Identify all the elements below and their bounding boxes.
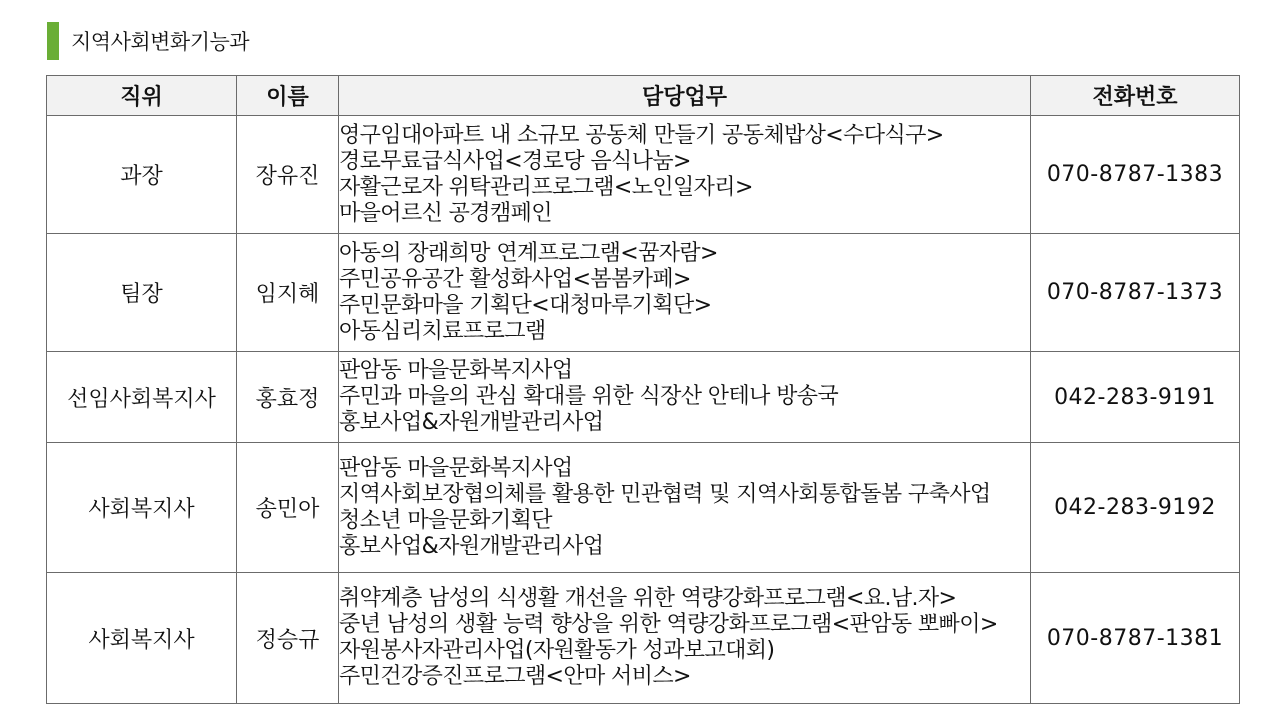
section-title: 지역사회변화기능과 — [71, 30, 250, 54]
section-header — [47, 22, 249, 60]
cell-phone: 042-283-9191 — [1031, 352, 1240, 443]
cell-name: 임지혜 — [237, 234, 339, 352]
cell-name: 장유진 — [237, 116, 339, 234]
header-phone: 전화번호 — [1031, 76, 1240, 116]
header-duties: 담당업무 — [339, 76, 1031, 116]
section-accent-bar — [47, 22, 59, 60]
header-row — [47, 76, 1240, 116]
duty-item: 지역사회보장협의체를 활용한 민관협력 및 지역사회통합돌봄 구축사업 — [339, 481, 991, 507]
header-position: 직위 — [47, 76, 237, 116]
duty-item: 판암동 마을문화복지사업 — [339, 358, 573, 383]
table-row — [47, 443, 1240, 573]
table-row — [47, 234, 1240, 352]
cell-position: 사회복지사 — [47, 573, 237, 704]
duty-item: 영구임대아파트 내 소규모 공동체 만들기 공동체밥상<수다식구> — [339, 122, 944, 148]
cell-phone: 042-283-9192 — [1031, 443, 1240, 573]
cell-name: 홍효정 — [237, 352, 339, 443]
cell-position: 팀장 — [47, 234, 237, 352]
cell-duties — [339, 234, 1031, 352]
duty-item: 자원봉사자관리사업(자원활동가 성과보고대회) — [339, 638, 775, 663]
table-header — [47, 76, 1240, 116]
duty-item: 아동심리치료프로그램 — [339, 318, 546, 344]
cell-position: 과장 — [47, 116, 237, 234]
staff-table — [46, 75, 1240, 704]
duty-item: 주민문화마을 기획단<대청마루기획단> — [339, 292, 712, 318]
cell-duties — [339, 573, 1031, 704]
cell-duties — [339, 443, 1031, 573]
table-row — [47, 573, 1240, 704]
cell-duties — [339, 116, 1031, 234]
header-name: 이름 — [237, 76, 339, 116]
cell-phone: 070-8787-1383 — [1031, 116, 1240, 234]
cell-position: 선임사회복지사 — [47, 352, 237, 443]
cell-name: 정승규 — [237, 573, 339, 704]
duty-item: 홍보사업&자원개발관리사업 — [339, 410, 604, 435]
duty-item: 주민건강증진프로그램<안마 서비스> — [339, 664, 691, 689]
duty-item: 청소년 마을문화기획단 — [339, 507, 552, 533]
duty-item: 취약계층 남성의 식생활 개선을 위한 역량강화프로그램<요.남.자> — [339, 586, 957, 611]
table-row — [47, 352, 1240, 443]
cell-phone: 070-8787-1373 — [1031, 234, 1240, 352]
duty-item: 주민공유공간 활성화사업<봄봄카페> — [339, 266, 691, 292]
duty-item: 중년 남성의 생활 능력 향상을 위한 역량강화프로그램<판암동 뽀빠이> — [339, 612, 998, 637]
duty-item: 마을어르신 공경캠페인 — [339, 200, 552, 226]
cell-duties — [339, 352, 1031, 443]
duty-item: 경로무료급식사업<경로당 음식나눔> — [339, 148, 691, 174]
cell-position: 사회복지사 — [47, 443, 237, 573]
duty-item: 홍보사업&자원개발관리사업 — [339, 533, 604, 559]
cell-phone: 070-8787-1381 — [1031, 573, 1240, 704]
table-body — [47, 116, 1240, 704]
duty-item: 판암동 마을문화복지사업 — [339, 455, 573, 481]
duty-item: 아동의 장래희망 연계프로그램<꿈자람> — [339, 240, 718, 266]
table-row — [47, 116, 1240, 234]
duty-item: 자활근로자 위탁관리프로그램<노인일자리> — [339, 174, 753, 200]
cell-name: 송민아 — [237, 443, 339, 573]
duty-item: 주민과 마을의 관심 확대를 위한 식장산 안테나 방송국 — [339, 384, 839, 409]
